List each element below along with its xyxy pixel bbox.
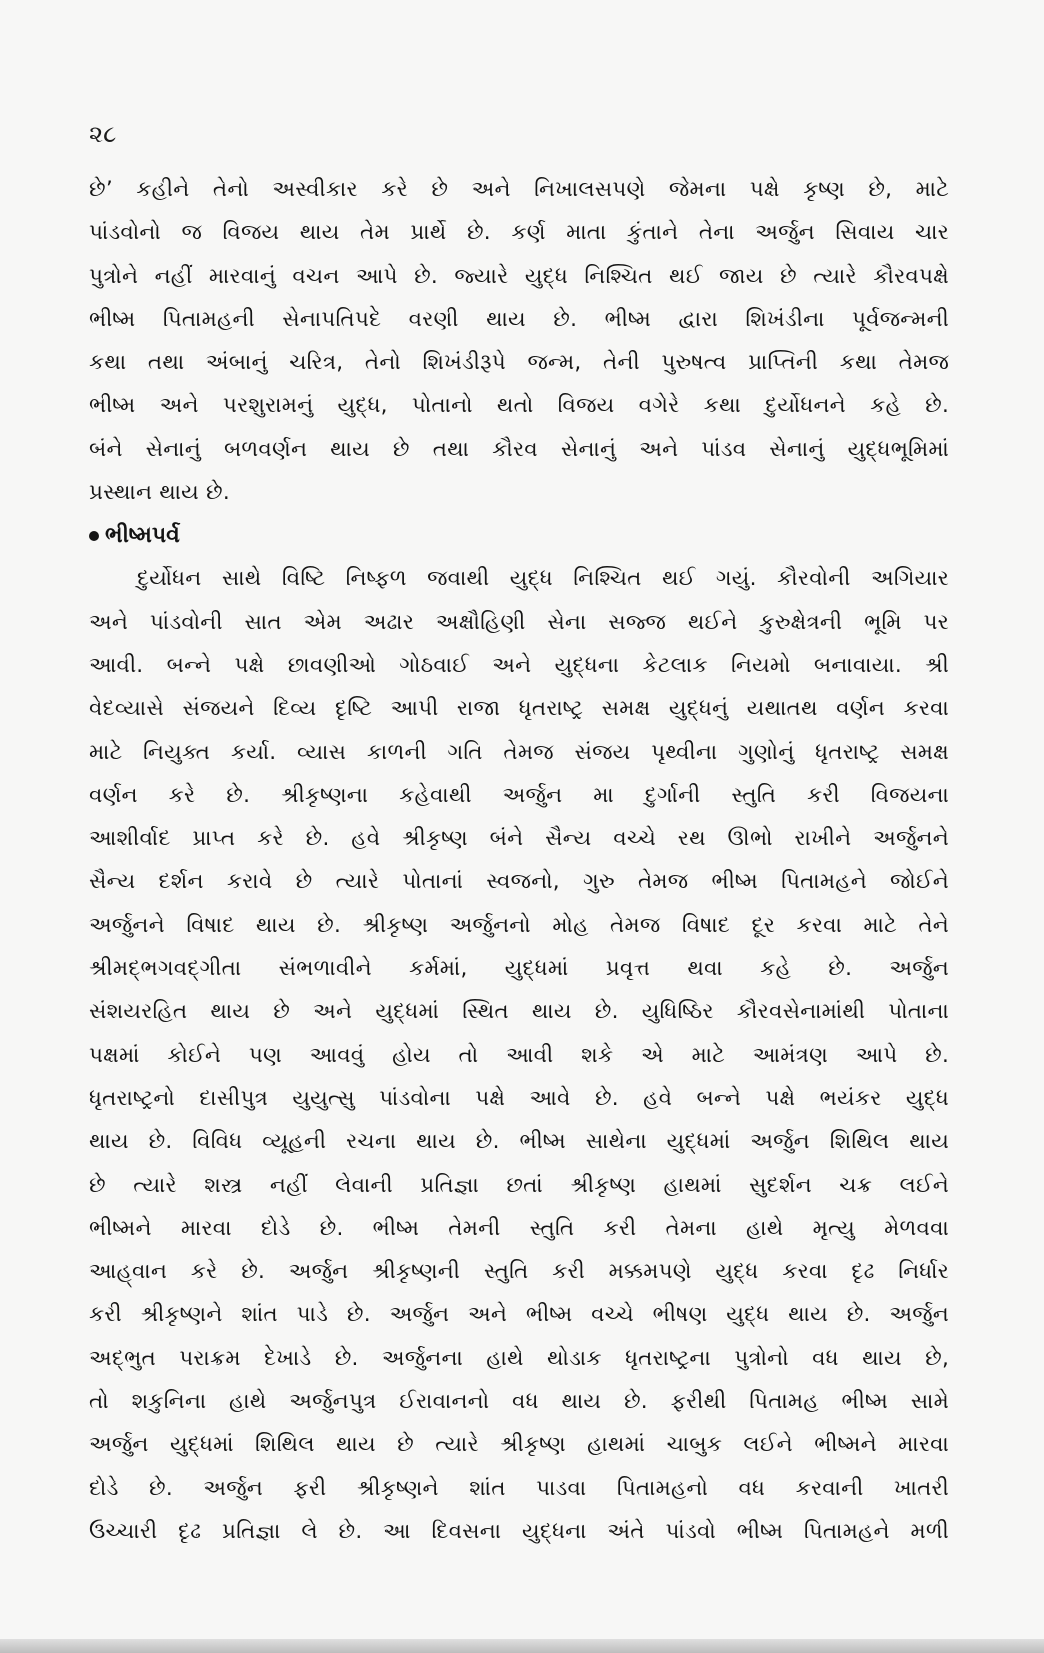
paragraph-1 (89, 168, 949, 514)
text-line: પક્ષમાં કોઈને પણ આવવું હોય તો આવી શકે એ માટે આમંત્રણ આપે છે. (89, 1042, 949, 1068)
text-line: ઉચ્ચારી દૃઢ પ્રતિજ્ઞા લે છે. આ દિવસના યુદ્ધના અંતે પાંડવો ભીષ્મ પિતામહને મળી (89, 1518, 949, 1544)
text-line: દુર્યોધન સાથે વિષ્ટિ નિષ્ફળ જવાથી યુદ્ધ નિશ્ચિત થઈ ગયું. કૌરવોની અગિયાર (137, 566, 949, 592)
text-line: માટે નિયુક્ત કર્યા. વ્યાસ કાળની ગતિ તેમજ સંજય પૃથ્વીના ગુણોનું ધૃતરાષ્ટ્ર સમક્ષ (89, 739, 949, 765)
text-line: ભીષ્મને મારવા દોડે છે. ભીષ્મ તેમની સ્તુતિ કરી તેમના હાથે મૃત્યુ મેળવવા (89, 1215, 949, 1241)
text-line: ધૃતરાષ્ટ્રનો દાસીપુત્ર યુયુત્સુ પાંડવોના પક્ષે આવે છે. હવે બન્ને પક્ષે ભયંકર યુદ્ધ (89, 1085, 949, 1111)
page-content (89, 168, 949, 1553)
text-line: આહ્‌વાન કરે છે. અર્જુન શ્રીકૃષ્ણની સ્તુતિ કરી મક્કમપણે યુદ્ધ કરવા દૃઢ નિર્ધાર (89, 1259, 949, 1285)
text-line: શ્રીમદ્ભગવદ્ગીતા સંભળાવીને કર્મમાં, યુદ્ધમાં પ્રવૃત્ત થવા કહે છે. અર્જુન (89, 956, 949, 982)
text-line: થાય છે. વિવિધ વ્યૂહની રચના થાય છે. ભીષ્મ સાથેના યુદ્ધમાં અર્જુન શિથિલ થાય (89, 1129, 949, 1155)
section-heading (89, 514, 949, 557)
text-line: આવી. બન્ને પક્ષે છાવણીઓ ગોઠવાઈ અને યુદ્ધના કેટલાક નિયમો બનાવાયા. શ્રી (89, 652, 949, 678)
text-line: સંશયરહિત થાય છે અને યુદ્ધમાં સ્થિત થાય છે. યુધિષ્ઠિર કૌરવસેનામાંથી પોતાના (89, 999, 949, 1025)
text-line: દોડે છે. અર્જુન ફરી શ્રીકૃષ્ણને શાંત પાડવા પિતામહનો વધ કરવાની ખાતરી (89, 1475, 949, 1501)
text-line: વેદવ્યાસે સંજયને દિવ્ય દૃષ્ટિ આપી રાજા ધૃતરાષ્ટ્ર સમક્ષ યુદ્ધનું યથાતથ વર્ણન કરવા (89, 696, 949, 722)
text-line: અદ્‌ભુત પરાક્રમ દેખાડે છે. અર્જુનના હાથે થોડાક ધૃતરાષ્ટ્રના પુત્રોનો વધ થાય છે, (89, 1345, 949, 1371)
paragraph-2 (89, 557, 949, 1553)
section-heading-text: ભીષ્મપર્વ (105, 523, 180, 549)
text-line: સૈન્ય દર્શન કરાવે છે ત્યારે પોતાનાં સ્વજનો, ગુરુ તેમજ ભીષ્મ પિતામહને જોઈને (89, 869, 949, 895)
text-line: અર્જુનને વિષાદ થાય છે. શ્રીકૃષ્ણ અર્જુનનો મોહ તેમજ વિષાદ દૂર કરવા માટે તેને (89, 912, 949, 938)
bullet-icon (89, 531, 99, 541)
text-line: પાંડવોનો જ વિજય થાય તેમ પ્રાર્થે છે. કર્ણ માતા કુંતાને તેના અર્જુન સિવાય ચાર (89, 220, 949, 246)
text-line: આશીર્વાદ પ્રાપ્ત કરે છે. હવે શ્રીકૃષ્ણ બંને સૈન્ય વચ્ચે રથ ઊભો રાખીને અર્જુનને (89, 826, 949, 852)
text-line: પુત્રોને નહીં મારવાનું વચન આપે છે. જ્યારે યુદ્ધ નિશ્ચિત થઈ જાય છે ત્યારે કૌરવપક્ષે (89, 263, 949, 289)
text-line: કથા તથા અંબાનું ચરિત્ર, તેનો શિખંડીરૂપે જન્મ, તેની પુરુષત્વ પ્રાપ્તિની કથા તેમજ (89, 350, 949, 376)
text-line: અને પાંડવોની સાત એમ અઢાર અક્ષૌહિણી સેના સજ્જ થઈને કુરુક્ષેત્રની ભૂમિ પર (89, 609, 949, 635)
text-line: ભીષ્મ પિતામહની સેનાપતિપદે વરણી થાય છે. ભીષ્મ દ્વારા શિખંડીના પૂર્વજન્મની (89, 306, 949, 332)
text-line: બંને સેનાનું બળવર્ણન થાય છે તથા કૌરવ સેનાનું અને પાંડવ સેનાનું યુદ્ધભૂમિમાં (89, 436, 949, 462)
text-line: પ્રસ્થાન થાય છે. (89, 480, 230, 506)
text-line: ભીષ્મ અને પરશુરામનું યુદ્ધ, પોતાનો થતો વિજય વગેરે કથા દુર્યોધનને કહે છે. (89, 393, 949, 419)
text-line: વર્ણન કરે છે. શ્રીકૃષ્ણના કહેવાથી અર્જુન મા દુર્ગાની સ્તુતિ કરી વિજયના (89, 782, 949, 808)
text-line: છે ત્યારે શસ્ત્ર નહીં લેવાની પ્રતિજ્ઞા છતાં શ્રીકૃષ્ણ હાથમાં સુદર્શન ચક્ર લઈને (89, 1172, 949, 1198)
text-line: તો શકુનિના હાથે અર્જુનપુત્ર ઈરાવાનનો વધ થાય છે. ફરીથી પિતામહ ભીષ્મ સામે (89, 1389, 949, 1415)
text-line: અર્જુન યુદ્ધમાં શિથિલ થાય છે ત્યારે શ્રીકૃષ્ણ હાથમાં ચાબુક લઈને ભીષ્મને મારવા (89, 1432, 949, 1458)
text-line: કરી શ્રીકૃષ્ણને શાંત પાડે છે. અર્જુન અને ભીષ્મ વચ્ચે ભીષણ યુદ્ધ થાય છે. અર્જુન (89, 1302, 949, 1328)
page-number: ૨૮ (89, 120, 117, 148)
text-line: છે’ કહીને તેનો અસ્વીકાર કરે છે અને નિખાલસપણે જેમના પક્ષે કૃષ્ણ છે, માટે (89, 177, 949, 202)
